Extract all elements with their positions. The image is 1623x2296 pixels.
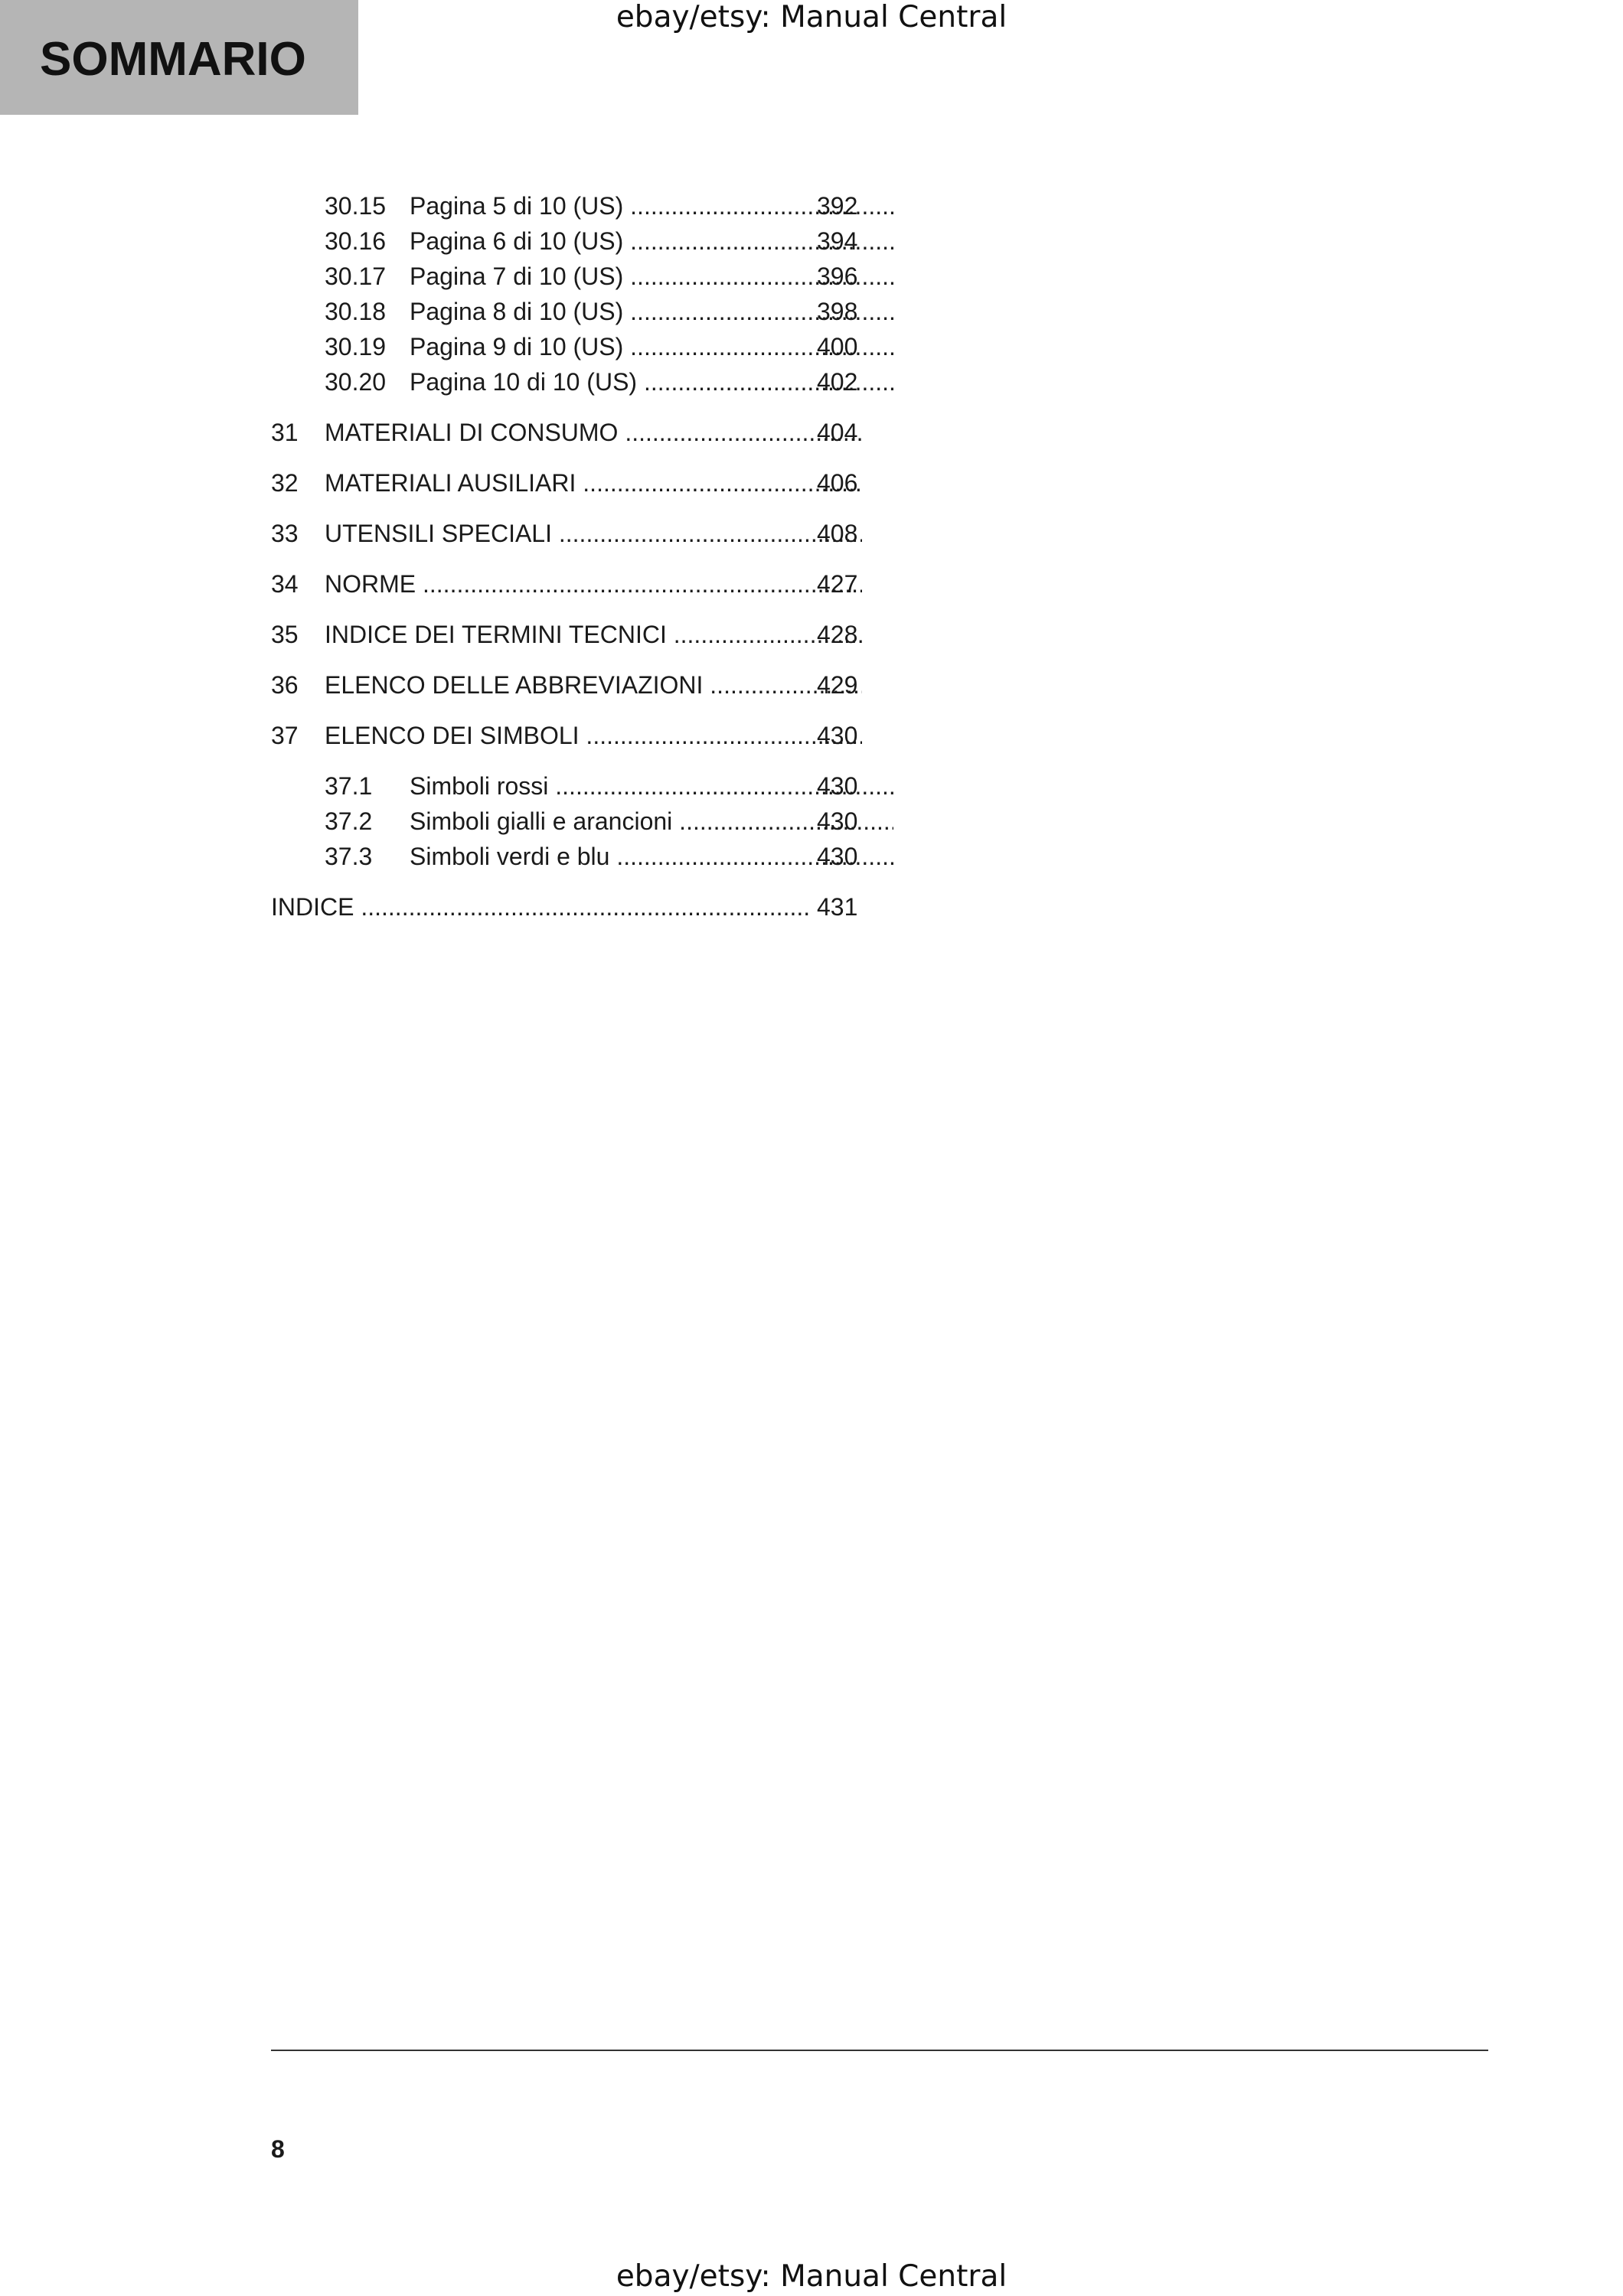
toc-entry[interactable] <box>325 804 860 839</box>
toc-entry-number: 30.17 <box>325 263 387 290</box>
toc-entry-page: 394 <box>817 227 858 255</box>
watermark-top: ebay/etsy: Manual Central <box>616 0 1007 34</box>
toc-chapter-number: 37 <box>271 722 299 749</box>
toc-entry-number: 30.18 <box>325 298 387 325</box>
toc-entry-title: Pagina 5 di 10 (US) ..... <box>410 188 893 223</box>
toc-index-title: INDICE ..... <box>271 889 810 925</box>
toc-chapter[interactable] <box>271 465 860 501</box>
toc-chapter-page: 404 <box>817 419 858 446</box>
toc-chapter-title: MATERIALI AUSILIARI ..... <box>325 465 862 501</box>
toc-entry-title: Simboli verdi e blu ..... <box>410 839 893 874</box>
toc-chapter-title: NORME ..... <box>325 566 862 602</box>
toc-entry-number: 30.19 <box>325 333 387 360</box>
toc-chapter-page: 406 <box>817 469 858 497</box>
toc-entry-page: 402 <box>817 368 858 396</box>
toc-chapter[interactable] <box>271 415 860 450</box>
section-title: SOMMARIO <box>40 33 306 86</box>
toc-chapter-title: UTENSILI SPECIALI ..... <box>325 516 862 551</box>
toc-chapter-title: ELENCO DEI SIMBOLI ..... <box>325 718 862 753</box>
toc-entry[interactable] <box>325 364 860 400</box>
toc-chapter[interactable] <box>271 718 860 753</box>
toc-chapter-number: 36 <box>271 671 299 699</box>
toc-entry-page: 398 <box>817 298 858 325</box>
toc-entry-title: Pagina 10 di 10 (US) ..... <box>410 364 893 400</box>
toc-entry-number: 30.15 <box>325 192 387 220</box>
toc-chapter-page: 429 <box>817 671 858 699</box>
toc-chapter-title: INDICE DEI TERMINI TECNICI ..... <box>325 617 862 652</box>
toc-chapter[interactable] <box>271 516 860 551</box>
watermark-bottom: ebay/etsy: Manual Central <box>616 2259 1007 2294</box>
toc-entry-page: 392 <box>817 192 858 220</box>
toc-entry-number: 37.3 <box>325 843 373 870</box>
toc-chapter[interactable] <box>271 617 860 652</box>
toc-entry-title: Pagina 6 di 10 (US) ..... <box>410 223 893 259</box>
toc-chapter-number: 32 <box>271 469 299 497</box>
toc-entry-number: 30.16 <box>325 227 387 255</box>
toc-chapter-number: 31 <box>271 419 299 446</box>
toc-entry-title: Simboli rossi ..... <box>410 768 893 804</box>
page-number: 8 <box>271 2135 285 2163</box>
toc-entry[interactable] <box>325 294 860 329</box>
toc-chapter-title: ELENCO DELLE ABBREVIAZIONI ..... <box>325 667 862 703</box>
toc-entry-title: Pagina 7 di 10 (US) ..... <box>410 259 893 294</box>
toc-chapter-number: 34 <box>271 570 299 598</box>
toc-entry[interactable] <box>325 223 860 259</box>
toc-chapter-page: 430 <box>817 722 858 749</box>
footer-divider <box>271 2050 1488 2051</box>
toc-chapter-number: 35 <box>271 621 299 648</box>
toc-entry-page: 430 <box>817 772 858 800</box>
toc-entry[interactable] <box>325 259 860 294</box>
toc-chapter-title: MATERIALI DI CONSUMO ..... <box>325 415 862 450</box>
toc-entry[interactable] <box>325 188 860 223</box>
toc-chapter-page: 408 <box>817 520 858 547</box>
toc-entry-title: Pagina 9 di 10 (US) ..... <box>410 329 893 364</box>
toc-entry-number: 30.20 <box>325 368 387 396</box>
toc-entry[interactable] <box>325 839 860 874</box>
toc-chapter-number: 33 <box>271 520 299 547</box>
toc-entry-title: Simboli gialli e arancioni ..... <box>410 804 893 839</box>
toc-index[interactable] <box>271 889 860 925</box>
toc-entry[interactable] <box>325 768 860 804</box>
toc-chapter[interactable] <box>271 667 860 703</box>
toc-entry-page: 430 <box>817 807 858 835</box>
toc-entry[interactable] <box>325 329 860 364</box>
toc-entry-page: 400 <box>817 333 858 360</box>
toc-index-page: 431 <box>817 893 858 921</box>
toc-entry-page: 430 <box>817 843 858 870</box>
toc-chapter-page: 428 <box>817 621 858 648</box>
toc-entry-page: 396 <box>817 263 858 290</box>
toc-entry-title: Pagina 8 di 10 (US) ..... <box>410 294 893 329</box>
toc-entry-number: 37.2 <box>325 807 373 835</box>
toc-chapter[interactable] <box>271 566 860 602</box>
toc-entry-number: 37.1 <box>325 772 373 800</box>
toc-chapter-page: 427 <box>817 570 858 598</box>
